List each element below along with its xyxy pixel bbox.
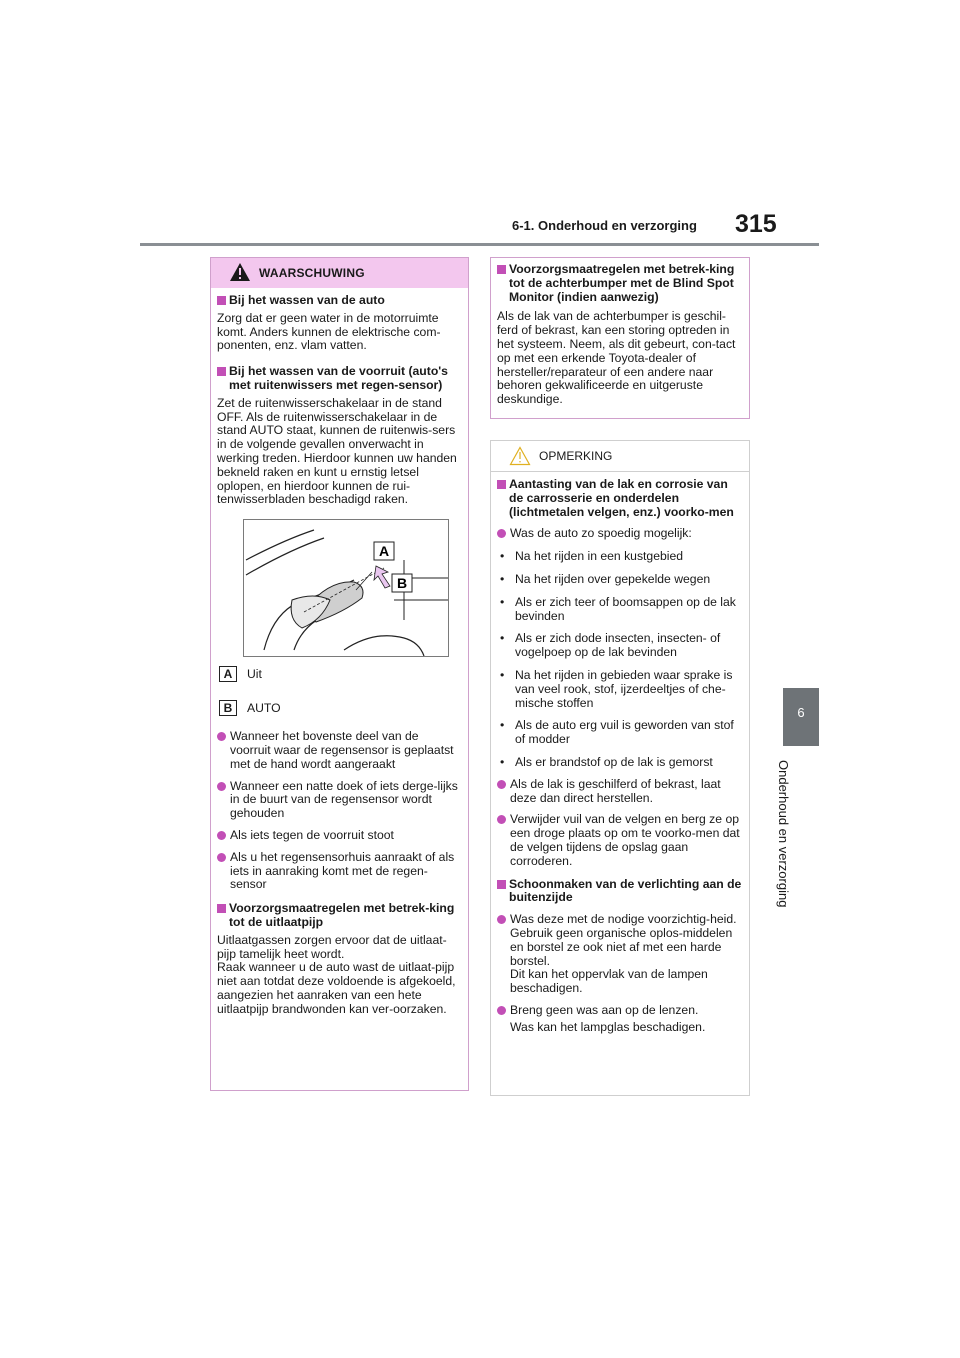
legend-text-a: Uit	[247, 667, 262, 682]
warning-heading-exhaust: Voorzorgsmaatregelen met betrek-king tot de uitlaatpijp	[217, 902, 462, 930]
note-content	[491, 478, 749, 1035]
note-header	[491, 441, 749, 472]
warning-text-windshield: Zet de ruitenwisserschakelaar in de stand OFF. Als de ruitenwisserschakelaar in de stand AUTO staat, kunnen de ruitenwis-sers in de volgende gevallen onverwacht in werking treden. Hierdoor kunnen uw handen bekneld raken en kunt u ernstig letsel oplopen, en hierdoor kunnen de rui-tenwisserbladen beschadigd raken.	[217, 395, 457, 507]
note-bullet: Als de lak is geschilferd of bekrast, laat deze dan direct herstellen.	[497, 778, 743, 806]
warning-box-continued	[490, 257, 750, 419]
legend-item-b	[217, 700, 462, 720]
figure-label-b: B	[396, 575, 408, 592]
chapter-tab: 6	[783, 688, 819, 746]
header-rule	[140, 243, 819, 246]
warning-header	[211, 258, 468, 288]
note-dash-item: • Na het rijden over gepekelde wegen	[497, 573, 743, 587]
warning-text-exhaust-1: Uitlaatgassen zorgen ervoor dat de uitlaat-pijp tamelijk heet wordt.	[217, 932, 447, 961]
note-bullet-lighting-text-1: Was deze met de nodige voorzichtig-heid. Gebruik geen organische oplos-middelen en borstel ze ook niet af met een harde borstel.	[510, 912, 737, 968]
warning-bullet: Als u het regensensorhuis aanraakt of als iets in aanraking komt met de regen-sensor	[217, 851, 462, 892]
warning-text-washing: Zorg dat er geen water in de motorruimte komt. Anders kunnen de elektrische com-ponenten, enz. vlam vatten.	[217, 310, 441, 353]
section-title: 6-1. Onderhoud en verzorging	[512, 218, 697, 233]
warning-box	[210, 257, 469, 1091]
legend-tag-a: A	[219, 666, 237, 682]
figure-label-a: A	[378, 543, 390, 560]
warning2-heading: Voorzorgsmaatregelen met betrek-king tot de achterbumper met de Blind Spot Monitor (indien aanwezig)	[497, 263, 743, 304]
note-dash-item: • Als er zich teer of boomsappen op de lak bevinden	[497, 596, 743, 624]
wiper-switch-illustration	[243, 519, 449, 657]
warning-bullet: Wanneer het bovenste deel van de voorruit waar de regensensor is geplaatst met de hand wordt aangeraakt	[217, 730, 462, 771]
note-dash-item: • Na het rijden in gebieden waar sprake is van veel rook, stof, ijzerdeeltjes of che-mische stoffen	[497, 669, 743, 710]
note-box	[490, 440, 750, 1096]
warning-bullet: Wanneer een natte doek of iets derge-lijks in de buurt van de regensensor wordt gehouden	[217, 780, 462, 821]
legend-tag-b: B	[219, 700, 237, 716]
warning-bullet: Als iets tegen de voorruit stoot	[217, 829, 462, 843]
note-bullet-lighting-text-2: Dit kan het oppervlak van de lampen beschadigen.	[510, 967, 708, 996]
chapter-side-label-text: Onderhoud en verzorging	[776, 760, 791, 908]
caution-triangle-icon	[509, 446, 531, 471]
warning-content	[211, 294, 468, 1017]
warning-triangle-icon	[229, 262, 251, 287]
legend-text-b: AUTO	[247, 701, 281, 716]
note-dash-item: • Na het rijden in een kustgebied	[497, 550, 743, 564]
warning-heading-washing: Bij het wassen van de auto	[217, 294, 462, 308]
note-bullet-wax-text-2: Was kan het lampglas beschadigen.	[510, 1019, 706, 1034]
warning-heading-windshield: Bij het wassen van de voorruit (auto's met ruitenwissers met regen-sensor)	[217, 365, 462, 393]
note-bullet-wax-text-1: Breng geen was aan op de lenzen.	[510, 1002, 699, 1017]
note-bullet-wax	[497, 1004, 743, 1035]
warning2-content	[491, 263, 749, 407]
warning-text-exhaust-2: Raak wanneer u de auto wast de uitlaat-pijp niet aan totdat deze voldoende is afgekoeld, aangezien het aanraken van een hete uitlaatpijp brandwonden kan ver-oorzaken.	[217, 960, 456, 1016]
note-bullet: Verwijder vuil van de velgen en berg ze op een droge plaats op om te voorko-men dat de velgen tijdens de opslag gaan corroderen.	[497, 813, 743, 868]
warning2-text: Als de lak van de achterbumper is geschil-ferd of bekrast, kan een storing optreden in het systeem. Neem, als dit gebeurt, con-tact op met een erkende Toyota-dealer of hersteller/reparateur of een andere naar behoren gekwalificeerde en uitgeruste deskundige.	[497, 309, 736, 407]
note-heading-lighting: Schoonmaken van de verlichting aan de buitenzijde	[497, 878, 743, 906]
note-dash-item: • Als de auto erg vuil is geworden van stof of modder	[497, 719, 743, 747]
wiper-switch-drawing	[244, 520, 448, 656]
note-heading-paint: Aantasting van de lak en corrosie van de carrosserie en onderdelen (lichtmetalen velgen, enz.) voorko-men	[497, 478, 743, 519]
chapter-side-label	[769, 760, 829, 920]
note-title: OPMERKING	[539, 449, 613, 463]
page-number: 315	[735, 210, 777, 238]
legend-item-a	[217, 666, 462, 686]
note-dash-item: • Als er brandstof op de lak is gemorst	[497, 756, 743, 770]
warning-title: WAARSCHUWING	[259, 266, 365, 280]
note-bullet: Was de auto zo spoedig mogelijk:	[497, 527, 743, 541]
note-dash-item: • Als er zich dode insecten, insecten- of vogelpoep op de lak bevinden	[497, 632, 743, 660]
note-bullet-lighting	[497, 913, 743, 996]
